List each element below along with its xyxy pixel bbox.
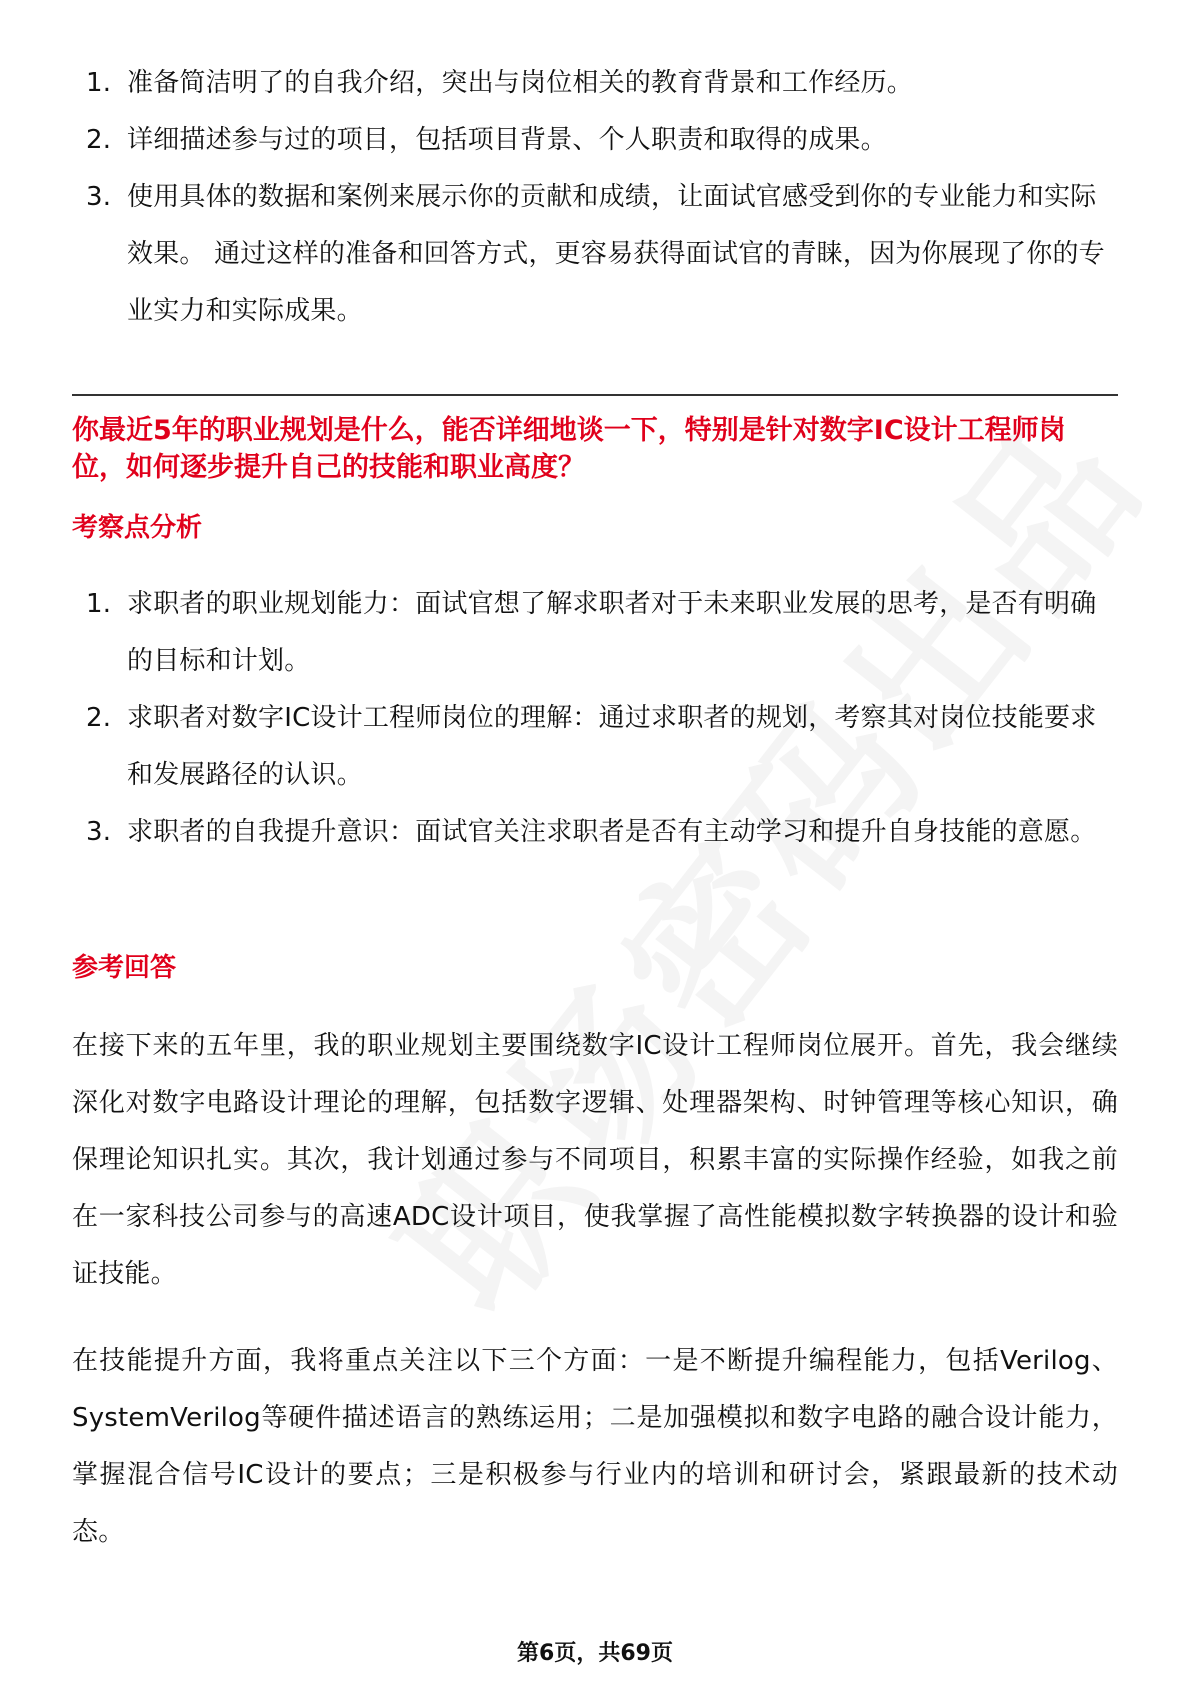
list-text: 求职者的自我提升意识：面试官关注求职者是否有主动学习和提升自身技能的意愿。 <box>127 817 1097 847</box>
list-number: 3. <box>86 182 112 212</box>
question-title: 你最近5年的职业规划是什么，能否详细地谈一下，特别是针对数字IC设计工程师岗位，如何逐步提升自己的技能和职业高度？ <box>72 415 1066 483</box>
page-number: 第6页，共69页 <box>517 1641 673 1666</box>
previous-answer-list <box>72 55 1118 340</box>
list-number: 1. <box>86 589 112 619</box>
answer-paragraph: 在接下来的五年里，我的职业规划主要围绕数字IC设计工程师岗位展开。首先，我会继续深化对数字电路设计理论的理解，包括数字逻辑、处理器架构、时钟管理等核心知识，确保理论知识扎实。其次，我计划通过参与不同项目，积累丰富的实际操作经验，如我之前在一家科技公司参与的高速ADC设计项目，使我掌握了高性能模拟数字转换器的设计和验证技能。 <box>72 1031 1118 1289</box>
analysis-heading: 考察点分析 <box>72 513 203 543</box>
list-text: 使用具体的数据和案例来展示你的贡献和成绩，让面试官感受到你的专业能力和实际效果。 通过这样的准备和回答方式，更容易获得面试官的青睐，因为你展现了你的专业实力和实际成果。 <box>127 182 1105 326</box>
list-number: 3. <box>86 817 112 847</box>
list-text: 求职者的职业规划能力：面试官想了解求职者对于未来职业发展的思考，是否有明确的目标和计划。 <box>127 589 1097 676</box>
list-item <box>72 576 1118 690</box>
list-item <box>72 55 1118 112</box>
list-item <box>72 804 1118 861</box>
analysis-list <box>72 576 1118 861</box>
list-item <box>72 169 1118 340</box>
answer-paragraph: 在技能提升方面，我将重点关注以下三个方面：一是不断提升编程能力，包括Verilog、SystemVerilog等硬件描述语言的熟练运用；二是加强模拟和数字电路的融合设计能力，掌握混合信号IC设计的要点；三是积极参与行业内的培训和研讨会，紧跟最新的技术动态。 <box>72 1346 1118 1547</box>
list-number: 2. <box>86 125 112 155</box>
list-item <box>72 690 1118 804</box>
list-number: 1. <box>86 68 112 98</box>
list-text: 准备简洁明了的自我介绍，突出与岗位相关的教育背景和工作经历。 <box>127 68 914 98</box>
list-item <box>72 112 1118 169</box>
list-number: 2. <box>86 703 112 733</box>
section-divider <box>72 394 1118 396</box>
answer-heading: 参考回答 <box>72 953 177 983</box>
list-text: 求职者对数字IC设计工程师岗位的理解：通过求职者的规划，考察其对岗位技能要求和发展路径的认识。 <box>127 703 1097 790</box>
list-text: 详细描述参与过的项目，包括项目背景、个人职责和取得的成果。 <box>127 125 887 155</box>
